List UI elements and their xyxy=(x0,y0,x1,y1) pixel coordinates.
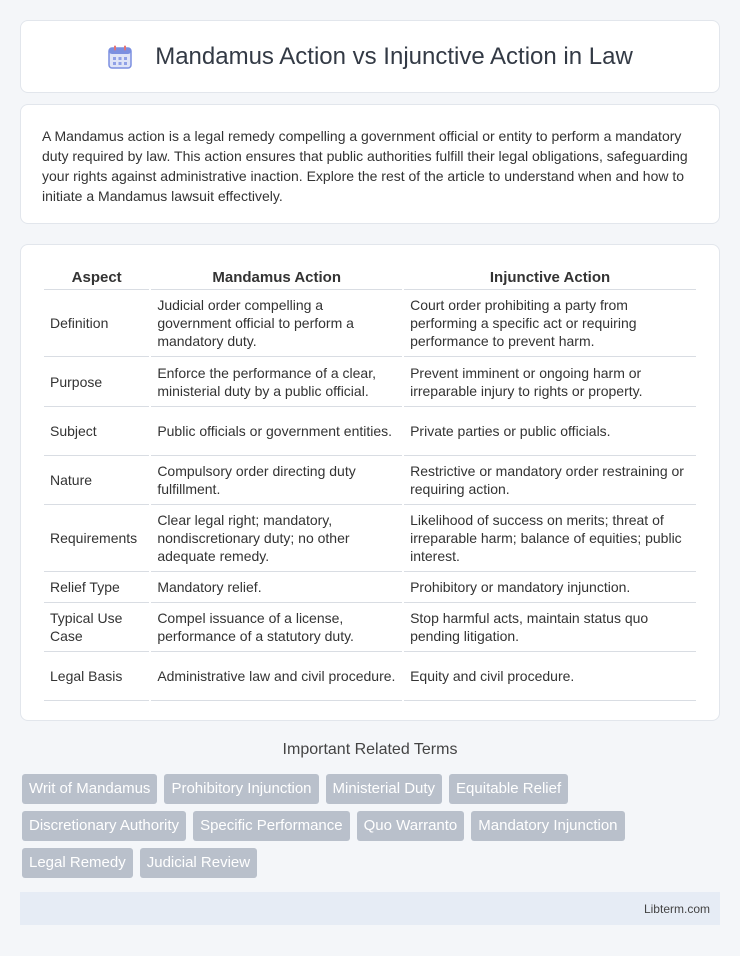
calendar-icon xyxy=(107,44,133,70)
cell-mandamus: Compulsory order directing duty fulfillment. xyxy=(151,456,402,505)
cell-aspect: Relief Type xyxy=(44,572,149,603)
tag-writ-of-mandamus[interactable]: Writ of Mandamus xyxy=(22,774,157,804)
table-row xyxy=(44,456,696,505)
tag-prohibitory-injunction[interactable]: Prohibitory Injunction xyxy=(164,774,318,804)
header-aspect: Aspect xyxy=(44,265,149,290)
comparison-table-card xyxy=(20,244,720,721)
cell-injunctive: Private parties or public officials. xyxy=(404,407,696,456)
cell-injunctive: Court order prohibiting a party from performing a specific act or requiring performance to prevent harm. xyxy=(404,290,696,357)
tag-specific-performance[interactable]: Specific Performance xyxy=(193,811,350,841)
table-row xyxy=(44,357,696,407)
cell-mandamus: Enforce the performance of a clear, ministerial duty by a public official. xyxy=(151,357,402,407)
footer-brand-link[interactable]: Libterm.com xyxy=(643,901,710,916)
table-row xyxy=(44,603,696,652)
cell-mandamus: Administrative law and civil procedure. xyxy=(151,652,402,701)
cell-aspect: Typical Use Case xyxy=(44,603,149,652)
tag-discretionary-authority[interactable]: Discretionary Authority xyxy=(22,811,186,841)
comparison-table xyxy=(42,265,698,701)
cell-mandamus: Public officials or government entities. xyxy=(151,407,402,456)
cell-aspect: Legal Basis xyxy=(44,652,149,701)
table-row xyxy=(44,290,696,357)
table-row xyxy=(44,505,696,572)
tag-mandatory-injunction[interactable]: Mandatory Injunction xyxy=(471,811,624,841)
tag-judicial-review[interactable]: Judicial Review xyxy=(140,848,257,878)
tag-equitable-relief[interactable]: Equitable Relief xyxy=(449,774,568,804)
cell-injunctive: Prevent imminent or ongoing harm or irreparable injury to rights or property. xyxy=(404,357,696,407)
cell-injunctive: Restrictive or mandatory order restraining or requiring action. xyxy=(404,456,696,505)
cell-aspect: Definition xyxy=(44,290,149,357)
cell-mandamus: Compel issuance of a license, performance of a statutory duty. xyxy=(151,603,402,652)
header-injunctive: Injunctive Action xyxy=(404,265,696,290)
table-row xyxy=(44,407,696,456)
tag-quo-warranto[interactable]: Quo Warranto xyxy=(357,811,465,841)
cell-injunctive: Stop harmful acts, maintain status quo pending litigation. xyxy=(404,603,696,652)
cell-aspect: Requirements xyxy=(44,505,149,572)
related-terms-list xyxy=(22,774,722,885)
related-terms-title: Important Related Terms xyxy=(282,741,458,758)
table-header-row xyxy=(44,265,696,290)
table-row xyxy=(44,572,696,603)
cell-aspect: Nature xyxy=(44,456,149,505)
page-title: Mandamus Action vs Injunctive Action in Law xyxy=(155,42,633,70)
intro-paragraph: A Mandamus action is a legal remedy compelling a government official or entity to perform a mandatory duty required by law. This action ensures that public authorities fulfill their legal obligations, safeguarding your rights against administrative inaction. Explore the rest of the article to understand when and how to initiate a Mandamus lawsuit effectively. xyxy=(42,128,688,204)
cell-injunctive: Prohibitory or mandatory injunction. xyxy=(404,572,696,603)
table-row xyxy=(44,652,696,701)
footer xyxy=(20,892,720,925)
cell-injunctive: Equity and civil procedure. xyxy=(404,652,696,701)
cell-injunctive: Likelihood of success on merits; threat of irreparable harm; balance of equities; public interest. xyxy=(404,505,696,572)
intro-card xyxy=(20,104,720,224)
cell-mandamus: Judicial order compelling a government official to perform a mandatory duty. xyxy=(151,290,402,357)
header-card xyxy=(20,20,720,93)
cell-aspect: Subject xyxy=(44,407,149,456)
cell-mandamus: Clear legal right; mandatory, nondiscretionary duty; no other adequate remedy. xyxy=(151,505,402,572)
tag-legal-remedy[interactable]: Legal Remedy xyxy=(22,848,133,878)
cell-mandamus: Mandatory relief. xyxy=(151,572,402,603)
tag-ministerial-duty[interactable]: Ministerial Duty xyxy=(326,774,443,804)
header-mandamus: Mandamus Action xyxy=(151,265,402,290)
cell-aspect: Purpose xyxy=(44,357,149,407)
